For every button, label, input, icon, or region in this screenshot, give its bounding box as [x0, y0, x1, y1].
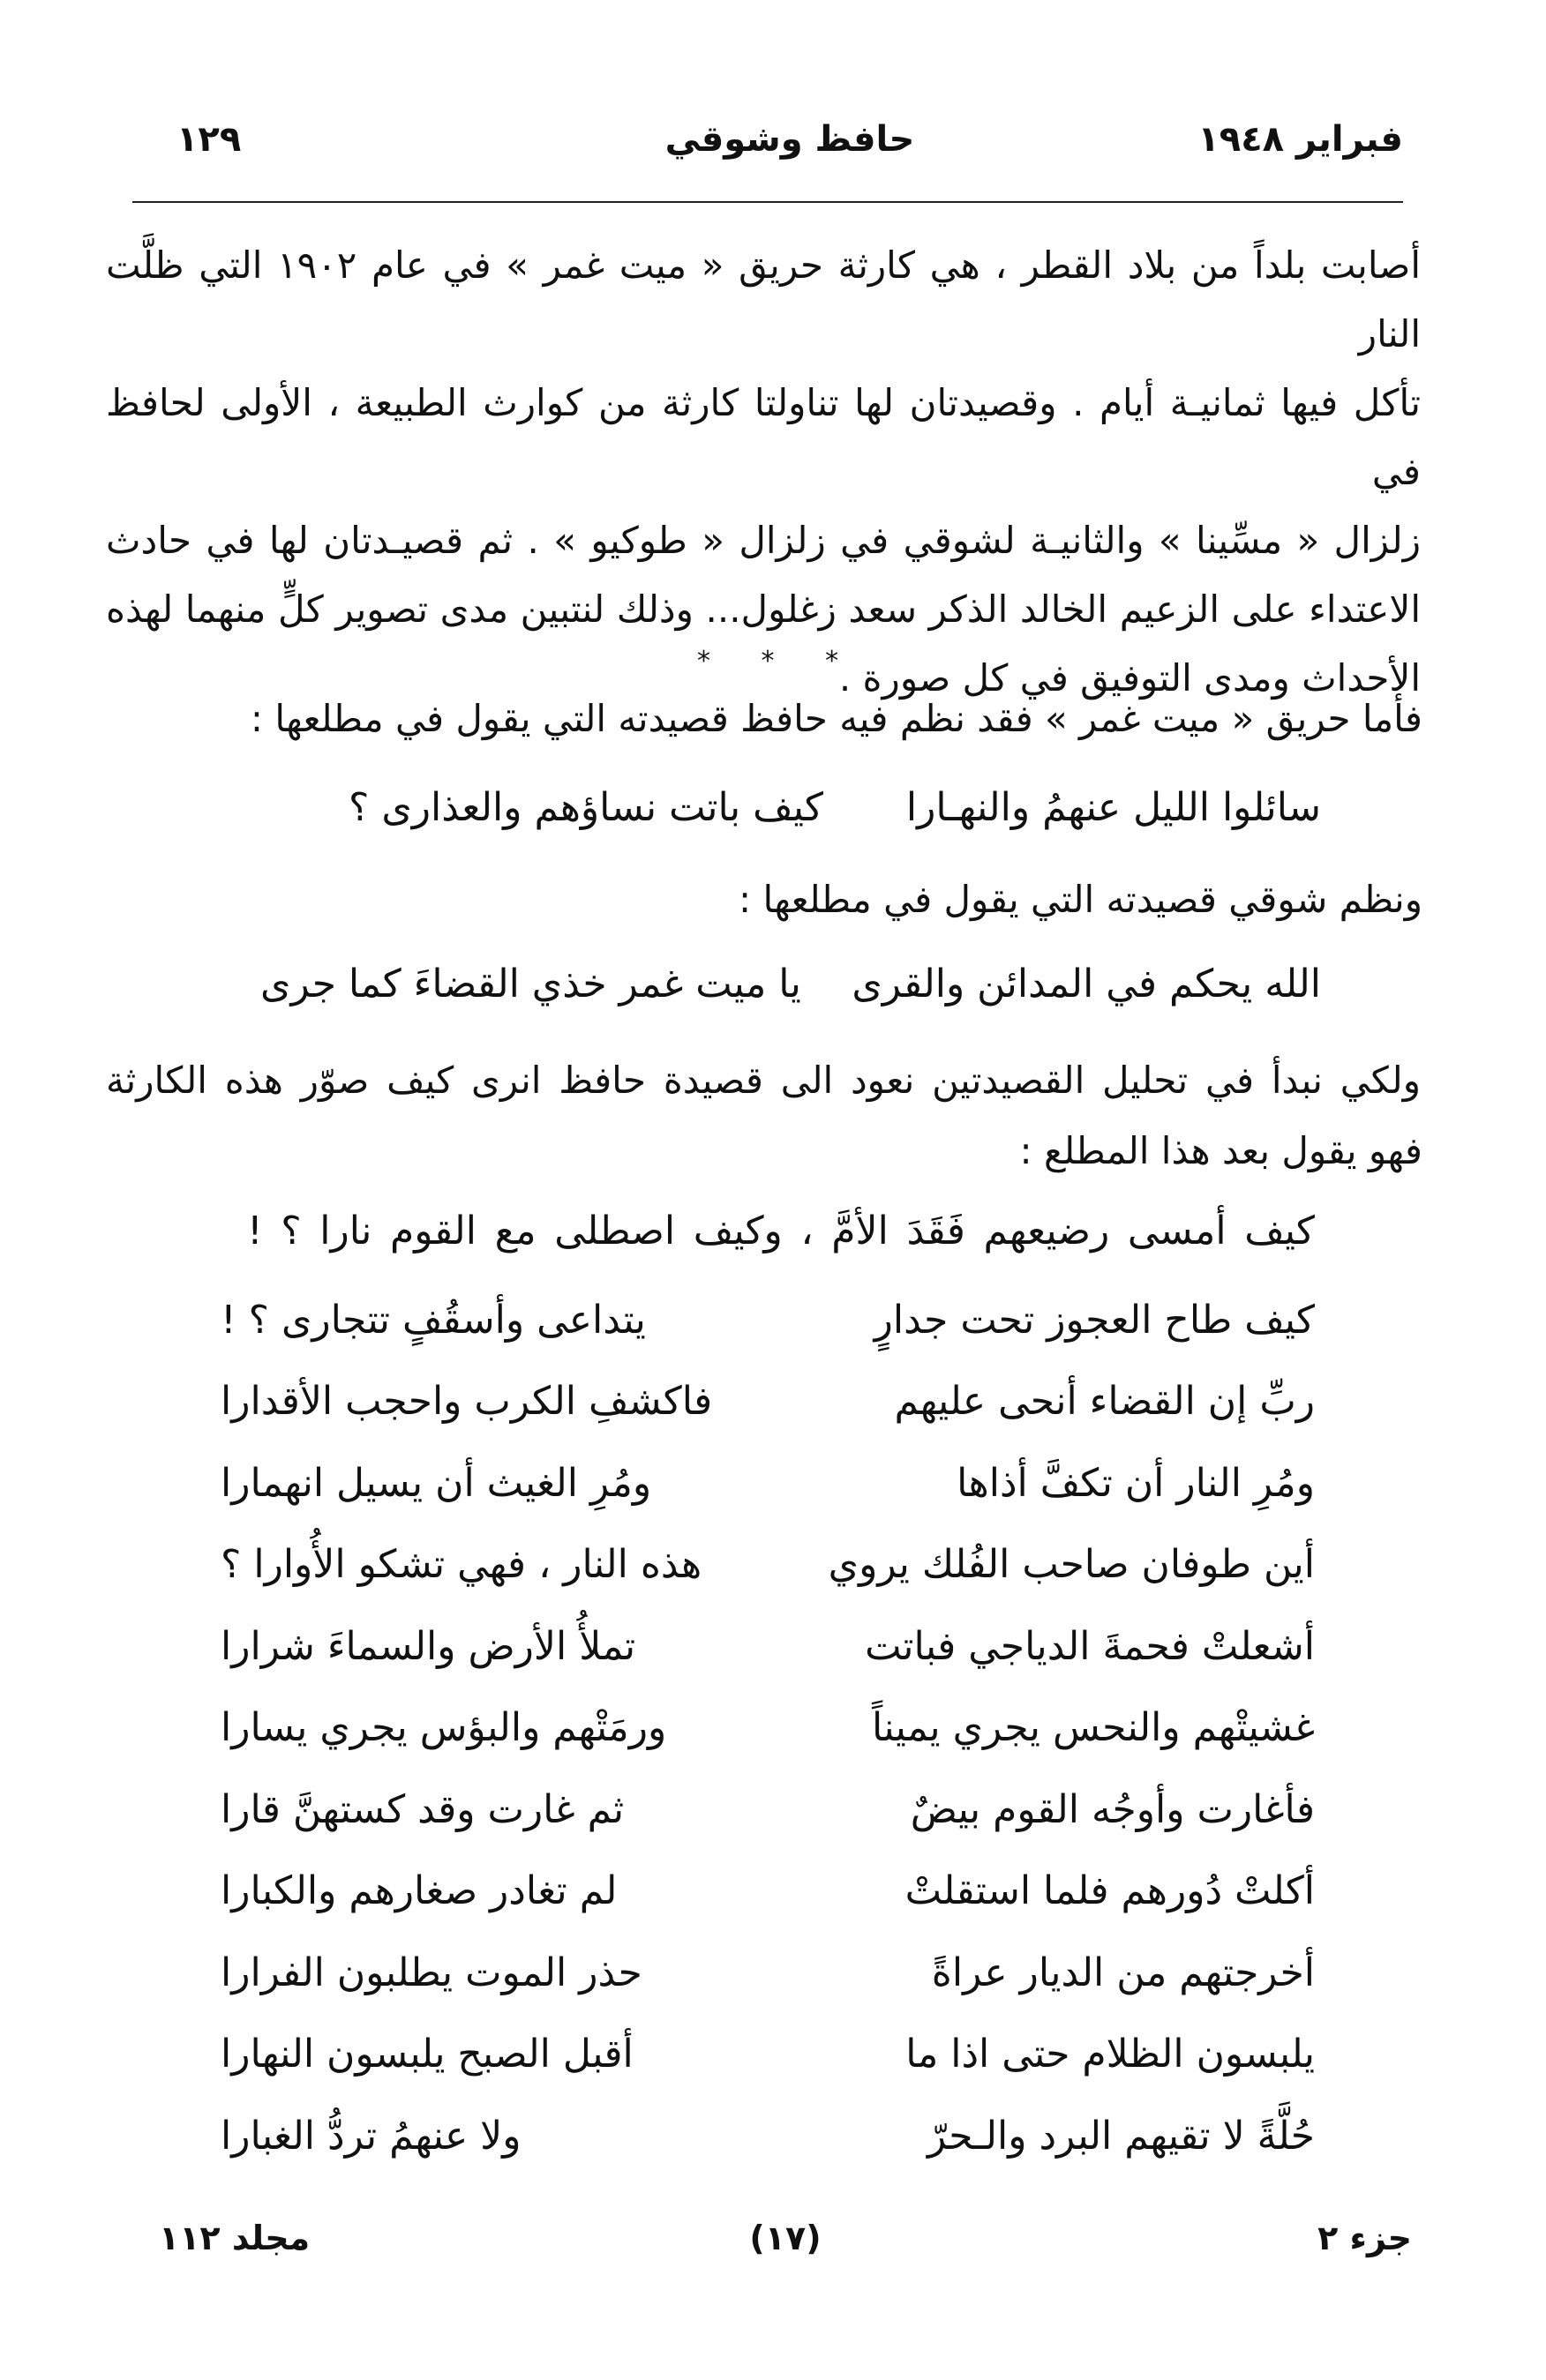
shawqi-intro: ونظم شوقي قصيدته التي يقول في مطلعها :: [738, 878, 1422, 921]
left-hemistich: تملأُ الأرض والسماءَ شرارا: [221, 1623, 636, 1669]
poem-couplet: [221, 1524, 1315, 1606]
right-hemistich: أكلتْ دُورهم فلما استقلتْ: [904, 1868, 1315, 1914]
section-separator: * * *: [697, 646, 860, 677]
right-hemistich: ومُرِ النار أن تكفَّ أذاها: [957, 1460, 1315, 1506]
poem-couplet: [221, 1279, 1315, 1361]
paragraph-line: الأحداث ومدى التوفيق في كل صورة .: [838, 656, 1421, 700]
left-hemistich: أقبل الصبح يلبسون النهارا: [221, 2032, 634, 2077]
header-rule: [132, 201, 1403, 203]
hafiz-intro: فأما حريق « ميت غمر » فقد نظم فيه حافظ قصيدته التي يقول في مطلعها :: [250, 697, 1422, 740]
running-header: [176, 110, 1403, 181]
footer-issue-page: (١٧): [749, 2219, 822, 2257]
paragraph-line: تأكل فيها ثمانيـة أيام . وقصيدتان لها تناولتا كارثة من كوارث الطبيعة ، الأولى لحافظ في: [106, 381, 1421, 493]
left-hemistich: لم تغادر صغارهم والكبارا: [221, 1868, 618, 1914]
right-hemistich: حُلَّةً لا تقيهم البرد والـحرّ: [927, 2113, 1315, 2159]
paragraph-line: الاعتداء على الزعيم الخالد الذكر سعد زغلول... وذلك لنتبين مدى تصوير كلٍّ منهما لهذه: [106, 588, 1421, 631]
poem-couplet: [221, 1688, 1315, 1770]
footer-volume: مجلد ١١٢: [159, 2219, 311, 2257]
poem-couplet: [221, 2014, 1315, 2096]
right-hemistich: ربِّ إن القضاء أنحى عليهم: [894, 1379, 1315, 1425]
left-hemistich: ثم غارت وقد كستهنَّ قارا: [221, 1786, 625, 1832]
hafiz-opening-left-hemistich: كيف باتت نساؤهم والعذارى ؟: [349, 785, 823, 830]
header-date: فبراير ١٩٤٨: [1197, 119, 1403, 160]
left-hemistich: ولا عنهمُ تردُّ الغبارا: [221, 2113, 522, 2159]
poem: [221, 1279, 1315, 2177]
analysis-line: فهو يقول بعد هذا المطلع :: [1019, 1129, 1422, 1172]
poem-couplet: [221, 1769, 1315, 1851]
right-hemistich: أشعلتْ فحمةَ الدياجي فباتت: [865, 1623, 1315, 1669]
left-hemistich: ومُرِ الغيث أن يسيل انهمارا: [221, 1460, 652, 1506]
shawqi-opening-right-hemistich: الله يحكم في المدائن والقرى: [852, 962, 1321, 1007]
poem-couplet: [221, 2095, 1315, 2177]
left-hemistich: ورمَتْهم والبؤس يجري يسارا: [221, 1705, 667, 1751]
paragraph-line: أصابت بلداً من بلاد القطر ، هي كارثة حريق « ميت غمر » في عام ١٩٠٢ التي ظلَّت النار: [106, 243, 1421, 356]
page-footer: [159, 2219, 1412, 2271]
right-hemistich: فأغارت وأوجُه القوم بيضٌ: [910, 1786, 1315, 1832]
left-hemistich: يتداعى وأسقُفٍ تتجارى ؟ !: [221, 1297, 646, 1343]
right-hemistich: غشيتْهم والنحس يجري يميناً: [871, 1705, 1315, 1751]
analysis-line: ولكي نبدأ في تحليل القصيدتين نعود الى قصيدة حافظ انرى كيف صوّر هذه الكارثة: [106, 1059, 1421, 1102]
poem-couplet: [221, 1605, 1315, 1688]
right-hemistich: أين طوفان صاحب الفُلك يروي: [828, 1542, 1315, 1588]
poem-couplet: [221, 1932, 1315, 2014]
full-verse: كيف أمسى رضيعهم فَقَدَ الأمَّ ، وكيف اصطلى مع القوم نارا ؟ !: [247, 1209, 1315, 1254]
hafiz-opening-right-hemistich: سائلوا الليل عنهمُ والنهـارا: [905, 785, 1321, 830]
shawqi-opening-left-hemistich: يا ميت غمر خذي القضاءَ كما جرى: [260, 962, 801, 1007]
paragraph-line: زلزال « مسِّينا » والثانيـة لشوقي في زلزال « طوكيو » . ثم قصيـدتان لها في حادث: [106, 519, 1421, 562]
right-hemistich: كيف طاح العجوز تحت جدارٍ: [874, 1297, 1315, 1343]
header-title: حافظ وشوقي: [664, 119, 915, 160]
left-hemistich: حذر الموت يطلبون الفرارا: [221, 1950, 642, 1995]
poem-couplet: [221, 1361, 1315, 1443]
poem-couplet: [221, 1851, 1315, 1933]
footer-part: جزء ٢: [1317, 2219, 1412, 2257]
intro-paragraph: [106, 231, 1421, 713]
right-hemistich: يلبسون الظلام حتى اذا ما: [905, 2032, 1315, 2077]
header-page-number: ١٢٩: [176, 119, 242, 160]
right-hemistich: أخرجتهم من الديار عراةً: [931, 1950, 1315, 1995]
poem-couplet: [221, 1442, 1315, 1524]
left-hemistich: هذه النار ، فهي تشكو الأُوارا ؟: [221, 1542, 702, 1588]
left-hemistich: فاكشفِ الكرب واحجب الأقدارا: [221, 1379, 713, 1425]
